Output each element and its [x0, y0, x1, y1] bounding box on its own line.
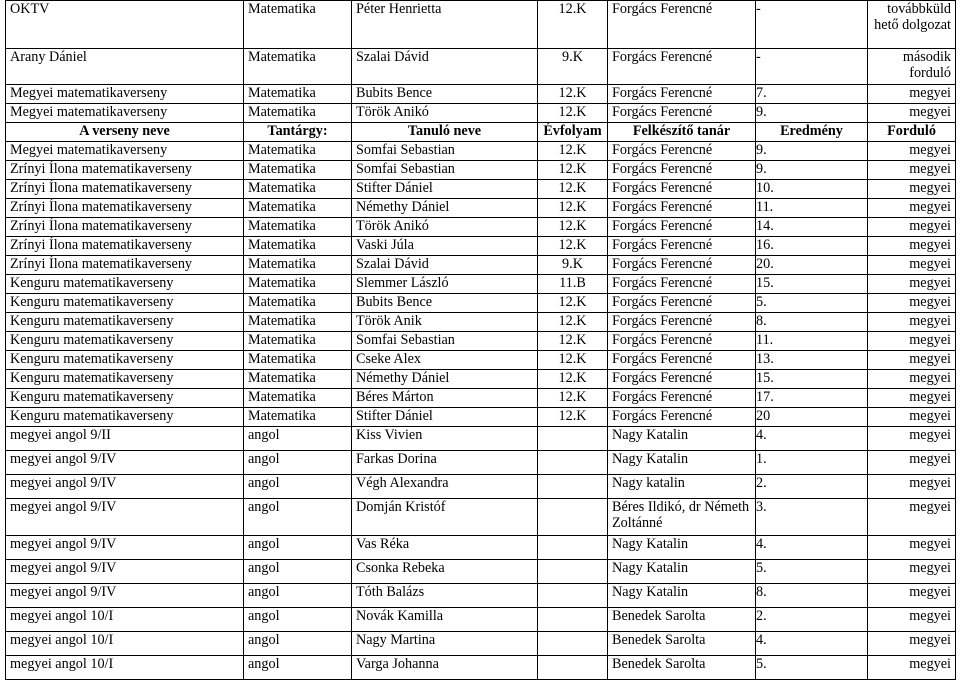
table-row [6, 499, 956, 536]
subject-cell: angol [244, 427, 352, 451]
table-row [6, 180, 956, 199]
table-row [6, 294, 956, 313]
student-cell: Szalai Dávid [352, 49, 538, 85]
competition-cell: Zrínyi Ílona matematikaverseny [6, 199, 244, 218]
competition-cell: megyei angol 9/IV [6, 451, 244, 475]
round-cell: megyei [868, 275, 956, 294]
student-cell: Varga Johanna [352, 656, 538, 680]
round-cell: megyei [868, 180, 956, 199]
competition-cell: Zrínyi Ílona matematikaverseny [6, 180, 244, 199]
teacher-cell: Nagy Katalin [608, 560, 756, 584]
result-cell: 7. [756, 85, 868, 104]
result-cell: 16. [756, 237, 868, 256]
grade-cell [538, 475, 608, 499]
round-cell: megyei [868, 85, 956, 104]
competition-cell: megyei angol 9/IV [6, 536, 244, 560]
subject-cell: angol [244, 451, 352, 475]
competition-cell: Megyei matematikaverseny [6, 104, 244, 123]
subject-cell: Matematika [244, 1, 352, 49]
subject-cell: Matematika [244, 332, 352, 351]
student-cell: Nagy Martina [352, 632, 538, 656]
teacher-cell: Forgács Ferencné [608, 180, 756, 199]
round-cell: megyei [868, 656, 956, 680]
grade-cell [538, 584, 608, 608]
student-cell: Stifter Dániel [352, 180, 538, 199]
round-cell: megyei [868, 608, 956, 632]
subject-cell: angol [244, 632, 352, 656]
teacher-cell: Nagy Katalin [608, 584, 756, 608]
table-row [6, 632, 956, 656]
subject-cell: Matematika [244, 180, 352, 199]
competition-cell: Kenguru matematikaverseny [6, 370, 244, 389]
teacher-cell: Forgács Ferencné [608, 313, 756, 332]
competition-cell: Kenguru matematikaverseny [6, 313, 244, 332]
result-cell: 5. [756, 560, 868, 584]
teacher-cell: Forgács Ferencné [608, 332, 756, 351]
round-cell: megyei [868, 199, 956, 218]
competition-cell: megyei angol 10/I [6, 608, 244, 632]
grade-cell [538, 608, 608, 632]
grade-cell: 9.K [538, 256, 608, 275]
competition-results-table [5, 0, 956, 680]
subject-cell: angol [244, 584, 352, 608]
student-cell: Vaski Júla [352, 237, 538, 256]
result-cell: 9. [756, 104, 868, 123]
grade-cell [538, 536, 608, 560]
subject-cell: Matematika [244, 49, 352, 85]
subject-cell: angol [244, 608, 352, 632]
student-cell: Novák Kamilla [352, 608, 538, 632]
student-cell: Kiss Vivien [352, 427, 538, 451]
result-cell: 8. [756, 584, 868, 608]
table-row [6, 608, 956, 632]
round-cell: megyei [868, 218, 956, 237]
subject-cell: angol [244, 560, 352, 584]
teacher-cell: Forgács Ferencné [608, 408, 756, 427]
student-cell: Török Anik [352, 313, 538, 332]
competition-cell: OKTV [6, 1, 244, 49]
teacher-cell: Forgács Ferencné [608, 294, 756, 313]
student-cell: Slemmer László [352, 275, 538, 294]
competition-cell: megyei angol 10/I [6, 656, 244, 680]
header-teacher: Felkészítő tanár [608, 123, 756, 142]
table-row [6, 218, 956, 237]
teacher-cell: Forgács Ferencné [608, 218, 756, 237]
student-cell: Béres Márton [352, 389, 538, 408]
table-row [6, 584, 956, 608]
grade-cell: 11.B [538, 275, 608, 294]
round-cell: megyei [868, 389, 956, 408]
competition-cell: Kenguru matematikaverseny [6, 351, 244, 370]
student-cell: Török Anikó [352, 218, 538, 237]
student-cell: Somfai Sebastian [352, 332, 538, 351]
result-cell: 4. [756, 632, 868, 656]
competition-cell: Zrínyi Ílona matematikaverseny [6, 218, 244, 237]
table-row [6, 237, 956, 256]
subject-cell: Matematika [244, 199, 352, 218]
table-row [6, 560, 956, 584]
result-cell: 9. [756, 142, 868, 161]
teacher-cell: Benedek Sarolta [608, 608, 756, 632]
result-cell: 2. [756, 475, 868, 499]
subject-cell: Matematika [244, 313, 352, 332]
competition-cell: Megyei matematikaverseny [6, 85, 244, 104]
competition-cell: Arany Dániel [6, 49, 244, 85]
result-cell: 8. [756, 313, 868, 332]
result-cell: 3. [756, 499, 868, 536]
header-grade: Évfolyam [538, 123, 608, 142]
student-cell: Somfai Sebastian [352, 161, 538, 180]
grade-cell: 12.K [538, 142, 608, 161]
competition-cell: megyei angol 10/I [6, 632, 244, 656]
competition-cell: Kenguru matematikaverseny [6, 275, 244, 294]
grade-cell: 12.K [538, 332, 608, 351]
table-row [6, 427, 956, 451]
table-row [6, 332, 956, 351]
subject-cell: Matematika [244, 275, 352, 294]
table-row [6, 451, 956, 475]
competition-cell: Megyei matematikaverseny [6, 142, 244, 161]
round-cell: megyei [868, 536, 956, 560]
subject-cell: Matematika [244, 104, 352, 123]
grade-cell [538, 632, 608, 656]
round-cell: megyei [868, 237, 956, 256]
grade-cell: 12.K [538, 199, 608, 218]
table-row [6, 656, 956, 680]
table-row [6, 161, 956, 180]
result-cell: 15. [756, 370, 868, 389]
table-row [6, 351, 956, 370]
student-cell: Tóth Balázs [352, 584, 538, 608]
student-cell: Török Anikó [352, 104, 538, 123]
header-row [6, 123, 956, 142]
table-row [6, 1, 956, 49]
teacher-cell: Forgács Ferencné [608, 199, 756, 218]
competition-cell: megyei angol 9/IV [6, 560, 244, 584]
grade-cell: 12.K [538, 351, 608, 370]
student-cell: Péter Henrietta [352, 1, 538, 49]
table-row [6, 370, 956, 389]
result-cell: 9. [756, 161, 868, 180]
competition-cell: megyei angol 9/IV [6, 475, 244, 499]
teacher-cell: Forgács Ferencné [608, 237, 756, 256]
grade-cell: 12.K [538, 389, 608, 408]
competition-cell: megyei angol 9/II [6, 427, 244, 451]
header-round: Forduló [868, 123, 956, 142]
round-cell: továbbküld hető dolgozat [868, 1, 956, 49]
teacher-cell: Forgács Ferencné [608, 256, 756, 275]
student-cell: Cseke Alex [352, 351, 538, 370]
grade-cell: 12.K [538, 237, 608, 256]
student-cell: Farkas Dorina [352, 451, 538, 475]
teacher-cell: Forgács Ferencné [608, 161, 756, 180]
subject-cell: angol [244, 475, 352, 499]
student-cell: Domján Kristóf [352, 499, 538, 536]
table-row [6, 313, 956, 332]
grade-cell [538, 560, 608, 584]
result-cell: 1. [756, 451, 868, 475]
header-competition: A verseny neve [6, 123, 244, 142]
competition-cell: Zrínyi Ílona matematikaverseny [6, 256, 244, 275]
student-cell: Bubits Bence [352, 294, 538, 313]
result-cell: 14. [756, 218, 868, 237]
grade-cell: 9.K [538, 49, 608, 85]
teacher-cell: Forgács Ferencné [608, 389, 756, 408]
teacher-cell: Nagy Katalin [608, 427, 756, 451]
result-cell: - [756, 1, 868, 49]
competition-cell: Kenguru matematikaverseny [6, 408, 244, 427]
teacher-cell: Forgács Ferencné [608, 142, 756, 161]
grade-cell: 12.K [538, 408, 608, 427]
grade-cell: 12.K [538, 218, 608, 237]
student-cell: Némethy Dániel [352, 199, 538, 218]
grade-cell: 12.K [538, 294, 608, 313]
teacher-cell: Forgács Ferencné [608, 49, 756, 85]
student-cell: Vas Réka [352, 536, 538, 560]
subject-cell: Matematika [244, 389, 352, 408]
subject-cell: Matematika [244, 408, 352, 427]
round-cell: megyei [868, 370, 956, 389]
header-subject: Tantárgy: [244, 123, 352, 142]
teacher-cell: Nagy Katalin [608, 536, 756, 560]
grade-cell: 12.K [538, 104, 608, 123]
subject-cell: Matematika [244, 294, 352, 313]
teacher-cell: Forgács Ferencné [608, 370, 756, 389]
round-cell: megyei [868, 475, 956, 499]
table-row [6, 475, 956, 499]
table-row [6, 199, 956, 218]
result-cell: 10. [756, 180, 868, 199]
competition-cell: Zrínyi Ílona matematikaverseny [6, 237, 244, 256]
student-cell: Némethy Dániel [352, 370, 538, 389]
round-cell: megyei [868, 161, 956, 180]
round-cell: megyei [868, 632, 956, 656]
student-cell: Csonka Rebeka [352, 560, 538, 584]
table-row [6, 142, 956, 161]
round-cell: megyei [868, 584, 956, 608]
round-cell: megyei [868, 560, 956, 584]
teacher-cell: Forgács Ferencné [608, 351, 756, 370]
student-cell: Szalai Dávid [352, 256, 538, 275]
round-cell: megyei [868, 408, 956, 427]
subject-cell: angol [244, 499, 352, 536]
result-cell: 4. [756, 427, 868, 451]
result-cell: 17. [756, 389, 868, 408]
subject-cell: Matematika [244, 161, 352, 180]
subject-cell: Matematika [244, 218, 352, 237]
round-cell: megyei [868, 313, 956, 332]
round-cell: megyei [868, 294, 956, 313]
header-result: Eredmény [756, 123, 868, 142]
result-cell: 5. [756, 656, 868, 680]
student-cell: Somfai Sebastian [352, 142, 538, 161]
student-cell: Bubits Bence [352, 85, 538, 104]
header-student: Tanuló neve [352, 123, 538, 142]
results-sheet [5, 0, 955, 680]
teacher-cell: Nagy katalin [608, 475, 756, 499]
top-rows [6, 1, 956, 123]
subject-cell: angol [244, 656, 352, 680]
round-cell: megyei [868, 499, 956, 536]
table-row [6, 85, 956, 104]
subject-cell: Matematika [244, 351, 352, 370]
teacher-cell: Benedek Sarolta [608, 656, 756, 680]
round-cell: megyei [868, 451, 956, 475]
subject-cell: Matematika [244, 370, 352, 389]
teacher-cell: Benedek Sarolta [608, 632, 756, 656]
table-row [6, 104, 956, 123]
table-row [6, 408, 956, 427]
teacher-cell: Forgács Ferencné [608, 104, 756, 123]
grade-cell: 12.K [538, 180, 608, 199]
table-row [6, 256, 956, 275]
grade-cell [538, 427, 608, 451]
result-cell: 4. [756, 536, 868, 560]
competition-cell: megyei angol 9/IV [6, 499, 244, 536]
table-row [6, 389, 956, 408]
grade-cell: 12.K [538, 161, 608, 180]
competition-cell: megyei angol 9/IV [6, 584, 244, 608]
teacher-cell: Forgács Ferencné [608, 275, 756, 294]
competition-cell: Zrínyi Ílona matematikaverseny [6, 161, 244, 180]
header-section [6, 123, 956, 142]
subject-cell: Matematika [244, 256, 352, 275]
result-cell: 11. [756, 199, 868, 218]
table-row [6, 49, 956, 85]
grade-cell [538, 451, 608, 475]
subject-cell: Matematika [244, 237, 352, 256]
result-cell: 2. [756, 608, 868, 632]
grade-cell: 12.K [538, 370, 608, 389]
grade-cell: 12.K [538, 313, 608, 332]
table-row [6, 275, 956, 294]
result-cell: 15. [756, 275, 868, 294]
result-cell: 11. [756, 332, 868, 351]
round-cell: megyei [868, 256, 956, 275]
round-cell: megyei [868, 351, 956, 370]
teacher-cell: Béres Ildikó, dr Németh Zoltánné [608, 499, 756, 536]
round-cell: második forduló [868, 49, 956, 85]
result-cell: 5. [756, 294, 868, 313]
subject-cell: Matematika [244, 142, 352, 161]
result-cell: 20 [756, 408, 868, 427]
result-cell: - [756, 49, 868, 85]
result-cell: 20. [756, 256, 868, 275]
teacher-cell: Forgács Ferencné [608, 85, 756, 104]
competition-cell: Kenguru matematikaverseny [6, 294, 244, 313]
result-cell: 13. [756, 351, 868, 370]
teacher-cell: Forgács Ferencné [608, 1, 756, 49]
table-row [6, 536, 956, 560]
competition-cell: Kenguru matematikaverseny [6, 332, 244, 351]
teacher-cell: Nagy Katalin [608, 451, 756, 475]
main-rows [6, 142, 956, 680]
student-cell: Végh Alexandra [352, 475, 538, 499]
grade-cell: 12.K [538, 85, 608, 104]
round-cell: megyei [868, 104, 956, 123]
subject-cell: Matematika [244, 85, 352, 104]
round-cell: megyei [868, 332, 956, 351]
grade-cell [538, 656, 608, 680]
grade-cell [538, 499, 608, 536]
round-cell: megyei [868, 142, 956, 161]
grade-cell: 12.K [538, 1, 608, 49]
subject-cell: angol [244, 536, 352, 560]
student-cell: Stifter Dániel [352, 408, 538, 427]
round-cell: megyei [868, 427, 956, 451]
competition-cell: Kenguru matematikaverseny [6, 389, 244, 408]
